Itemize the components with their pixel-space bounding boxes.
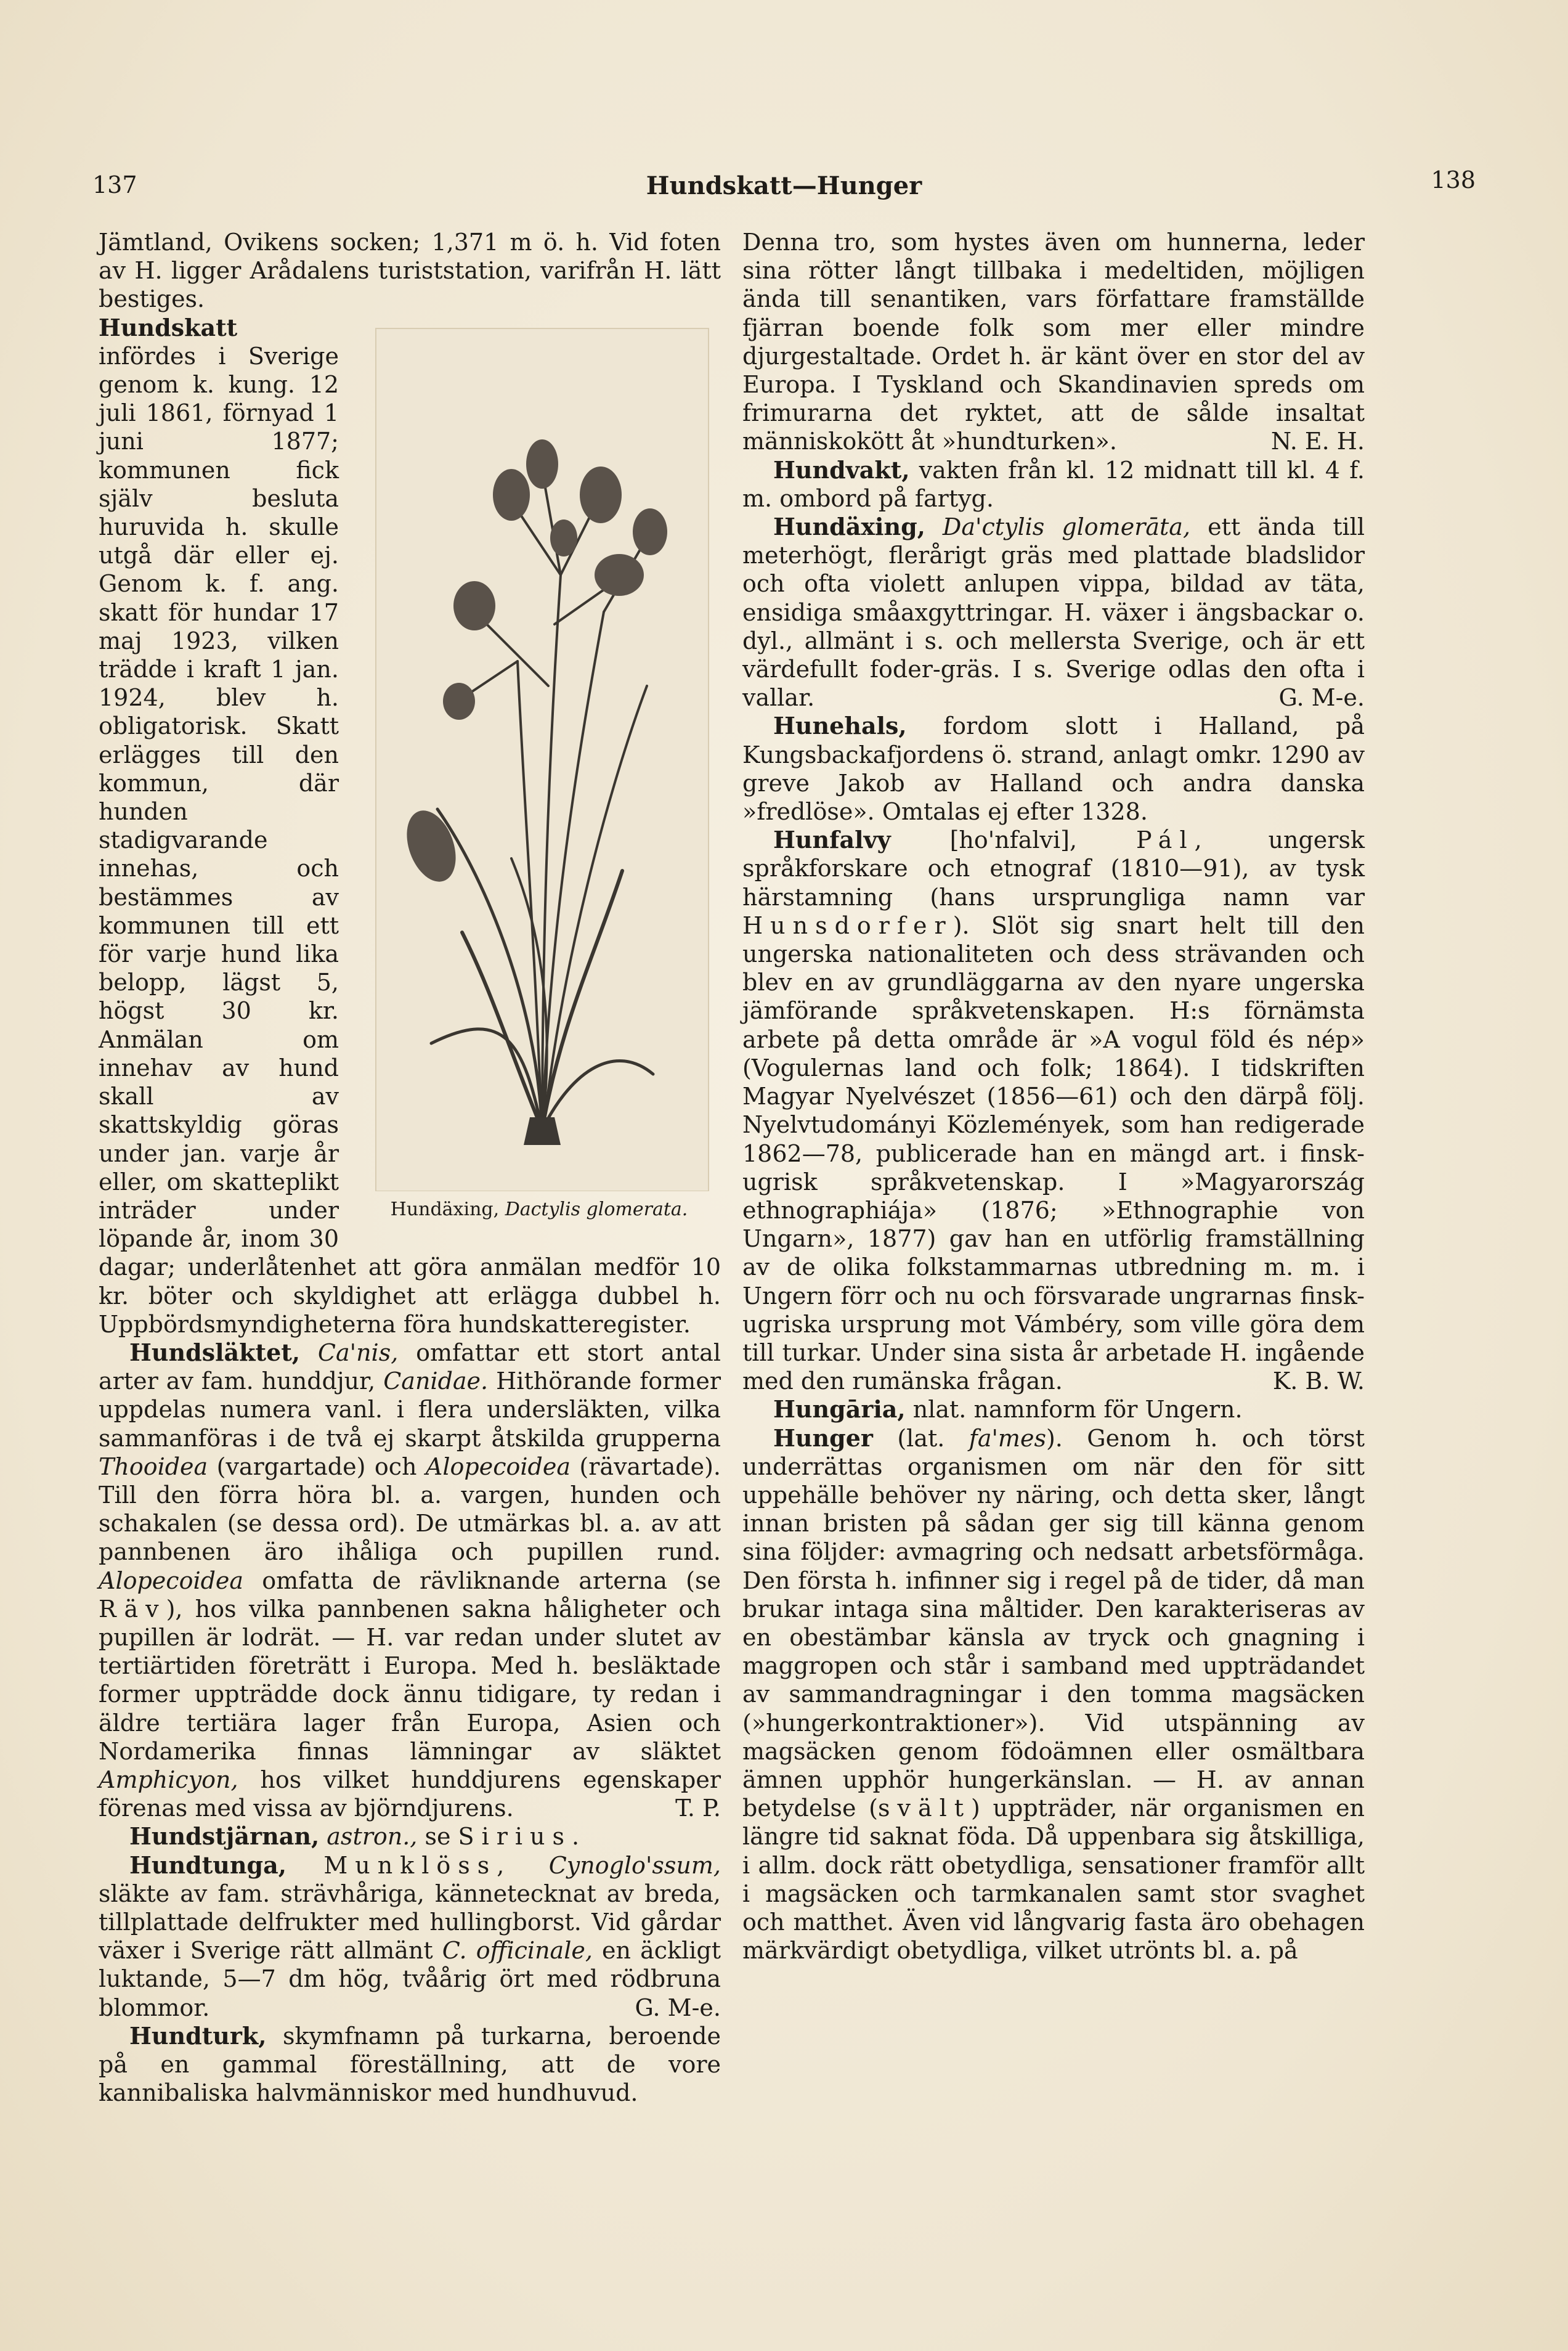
entry-hundra-continued: Jämtland, Ovikens socken; 1,371 m ö. h. Vid foten av H. ligger Arådalens turiststation, varifrån H. lätt bestiges. bbox=[99, 229, 721, 313]
entry-hundtunga: Hundtunga, Munklöss, Cynoglo'ssum, släkte av fam. strävhåriga, kännetecknat av breda, tillplattade delfrukter med hullingborst. Vid gårdar växer i Sverige rätt allmänt C. officinale, en äckligt luktande, 5—7 dm hög, tvåårig ört med rödbruna blommor. G. M-e. bbox=[99, 1851, 721, 2021]
page-number-left: 137 bbox=[92, 171, 137, 198]
entry-hungaria: Hungāria, nlat. namnform för Ungern. bbox=[773, 1395, 1243, 1424]
page-number-right: 138 bbox=[1431, 166, 1476, 194]
running-title: Hundskatt—Hunger bbox=[646, 171, 922, 200]
running-header bbox=[92, 166, 1476, 208]
entry-hundstjarnan: Hundstjärnan, astron., se Sirius. bbox=[129, 1822, 587, 1851]
grass-illustration bbox=[357, 316, 721, 1191]
entry-hunger: Hunger (lat. fa'mes). Genom h. och törst underrättas organismen om när den för sitt uppehälle behöver ny näring, och detta sker, långt innan bristen på sådan ger sig till känna genom sina följder: avmagring och nedsatt arbetsförmåga. Den första h. infinner sig i regel på de tider, då man brukar intaga sina måltider. Den karakteriseras av en obestämbar känsla av tryck och gnagning i maggropen och står i samband med uppträdandet av sammandragningar i den tomma magsäcken (»hungerkontraktioner»). Vid utspänning av magsäcken genom födoämnen eller osmältbara ämnen upphör hungerkänslan. — H. av annan betydelse (svält) uppträder, när organismen en längre tid saknat föda. Då uppenbara sig åtskilliga, i allm. dock rätt obetydliga, sensationer framför allt i magsäcken och tarmkanalen samt stor svaghet och matthet. Även vid långvarig fasta äro obehagen märkvärdigt obetydliga, vilket utrönts bl. a. på bbox=[742, 1424, 1365, 1965]
figure-caption: Hundäxing, Dactylis glomerata. bbox=[390, 1198, 688, 1220]
entry-hunehals: Hunehals, fordom slott i Halland, på Kungsbackafjordens ö. strand, anlagt omkr. 1290 av greve Jakob av Halland och andra danska »fredlöse». Omtalas ej efter 1328. bbox=[742, 712, 1365, 826]
entry-hunfalvy: Hunfalvy [ho'nfalvi], Pál, ungersk språkforskare och etnograf (1810—91), av tysk härstamning (hans ursprungliga namn var Hunsdorfer). Slöt sig snart helt till den ungerska nationaliteten och dess strävanden och blev en av grundläggarna av den nyare ungerska jämförande språkvetenskapen. H:s förnämsta arbete på detta område är »A vogul föld és nép» (Vogulernas land och folk; 1864). I tidskriften Magyar Nyelvészet (1856—61) och den därpå följ. Nyelvtudományi Közlemények, som han redigerade 1862—78, publicerade han en mängd art. i finsk-ugrisk språkvetenskap. I »Magyarország ethnographiája» (1876; »Ethnographie von Ungarn», 1877) gav han en utförlig framställning av de olika folkstammarnas utbredning m. m. i Ungern förr och nu och försvarade ungrarnas finsk-ugriska ursprung mot Vámbéry, som ville göra dem till turkar. Under sina sista år arbetade H. ingående med den rumänska frågan. K. B. W. bbox=[742, 826, 1365, 1395]
entry-hundturk-continued: Denna tro, som hystes även om hunnerna, leder sina rötter långt tillbaka i medeltiden, möjligen ända till senantiken, vars författare framställde fjärran boende folk som mer eller mindre djurgestaltade. Ordet h. är känt över en stor del av Europa. I Tyskland och Skandinavien spreds om frimurarna det ryktet, att de sålde insaltat människokött åt »hundturken». N. E. H. bbox=[742, 229, 1365, 455]
left-column: Jämtland, Ovikens socken; 1,371 m ö. h. Vid foten av H. ligger Arådalens turiststation, varifrån H. lätt bestiges. Hundäxing, Dactylis glomerata. Hundskatt infördes i Sverige genom k. kung. 12 juli 1861, förnyad 1 juni 1877; kommunen fick själv besluta huruvida h. skulle utgå där eller ej. Genom k. f. ang. skatt för hundar 17 maj 1923, vilken trädde i kraft 1 jan. 1924, blev h. obligatorisk. Skatt erlägges till den kommun, där hunden stadigvarande innehas, och bestämmes av kommunen till ett för varje hund lika belopp, lägst 5, högst 30 kr. Anmälan om innehav av hund skall av skattskyldig göras under jan. varje år eller, om skatteplikt inträder under löpande år, inom 30 dagar; underlåtenhet att göra anmälan medför 10 kr. böter och skyldighet att erlägga dubbel h. Uppbördsmyndigheterna föra hundskatteregister. Hundsläktet, Ca'nis, omfattar ett stort antal arter av fam. hunddjur, Canidae. Hithörande former uppdelas numera vanl. i flera undersläkten, vilka sammanföras i de två ej skarpt åtskilda grupperna Thooidea (vargartade) och Alopecoidea (rävartade). Till den förra höra bl. a. vargen, hunden och schakalen (se dessa ord). De utmärkas bl. a. av att pannbenen äro ihåliga och pupillen rund. Alopecoidea omfatta de rävliknande arterna (se Räv), hos vilka pannbenen sakna håligheter och pupillen är lodrät. — H. var redan under slutet av tertiärtiden företrätt i Europa. Med h. besläktade former uppträdde dock ännu tidigare, ty redan i äldre tertiära lager från Europa, Asien och Nordamerika finnas lämningar av släktet Amphicyon, hos vilket hunddjurens egenskaper förenas med vissa av björndjurens. T. P. Hundstjärnan, astron., se Sirius. Hundtunga, Munklöss, Cynoglo'ssum, släkte av fam. strävhåriga, kännetecknat av breda, tillplattade delfrukter med hullingborst. Vid gårdar växer i Sverige rätt allmänt C. officinale, en äckligt luktande, 5—7 dm hög, tvåårig ört med rödbruna blommor. G. M-e. Hundturk, skymfnamn på turkarna, beroende på en gammal föreställning, att de vore kannibaliska halvmänniskor med hundhuvud. bbox=[99, 229, 721, 2107]
entry-hundaxing: Hundäxing, Da'ctylis glomerāta, ett ända till meterhögt, flerårigt gräs med plattade bladslidor och ofta violett anlupen vippa, bildad av täta, ensidiga småaxgyttringar. H. växer i ängsbackar o. dyl., allmänt i s. och mellersta Sverige, och är ett värdefullt foder-gräs. I s. Sverige odlas den ofta i vallar. G. M-e. bbox=[742, 513, 1365, 712]
entry-hundvakt: Hundvakt, vakten från kl. 12 midnatt till kl. 4 f. m. ombord på fartyg. bbox=[742, 455, 1365, 512]
entry-hundslaktet: Hundsläktet, Ca'nis, omfattar ett stort antal arter av fam. hunddjur, Canidae. Hithörande former uppdelas numera vanl. i flera undersläkten, vilka sammanföras i de två ej skarpt åtskilda grupperna Thooidea (vargartade) och Alopecoidea (rävartade). Till den förra höra bl. a. vargen, hunden och schakalen (se dessa ord). De utmärkas bl. a. av att pannbenen äro ihåliga och pupillen rund. Alopecoidea omfatta de rävliknande arterna (se Räv), hos vilka pannbenen sakna håligheter och pupillen är lodrät. — H. var redan under slutet av tertiärtiden företrätt i Europa. Med h. besläktade former uppträdde dock ännu tidigare, ty redan i äldre tertiära lager från Europa, Asien och Nordamerika finnas lämningar av släktet Amphicyon, hos vilket hunddjurens egenskaper förenas med vissa av björndjurens. T. P. bbox=[99, 1338, 721, 1822]
entry-hundturk: Hundturk, skymfnamn på turkarna, beroende på en gammal föreställning, att de vore kannibaliska halvmänniskor med hundhuvud. bbox=[99, 2021, 721, 2107]
right-column bbox=[742, 228, 1365, 2138]
figure-hundaxing bbox=[357, 316, 721, 1222]
